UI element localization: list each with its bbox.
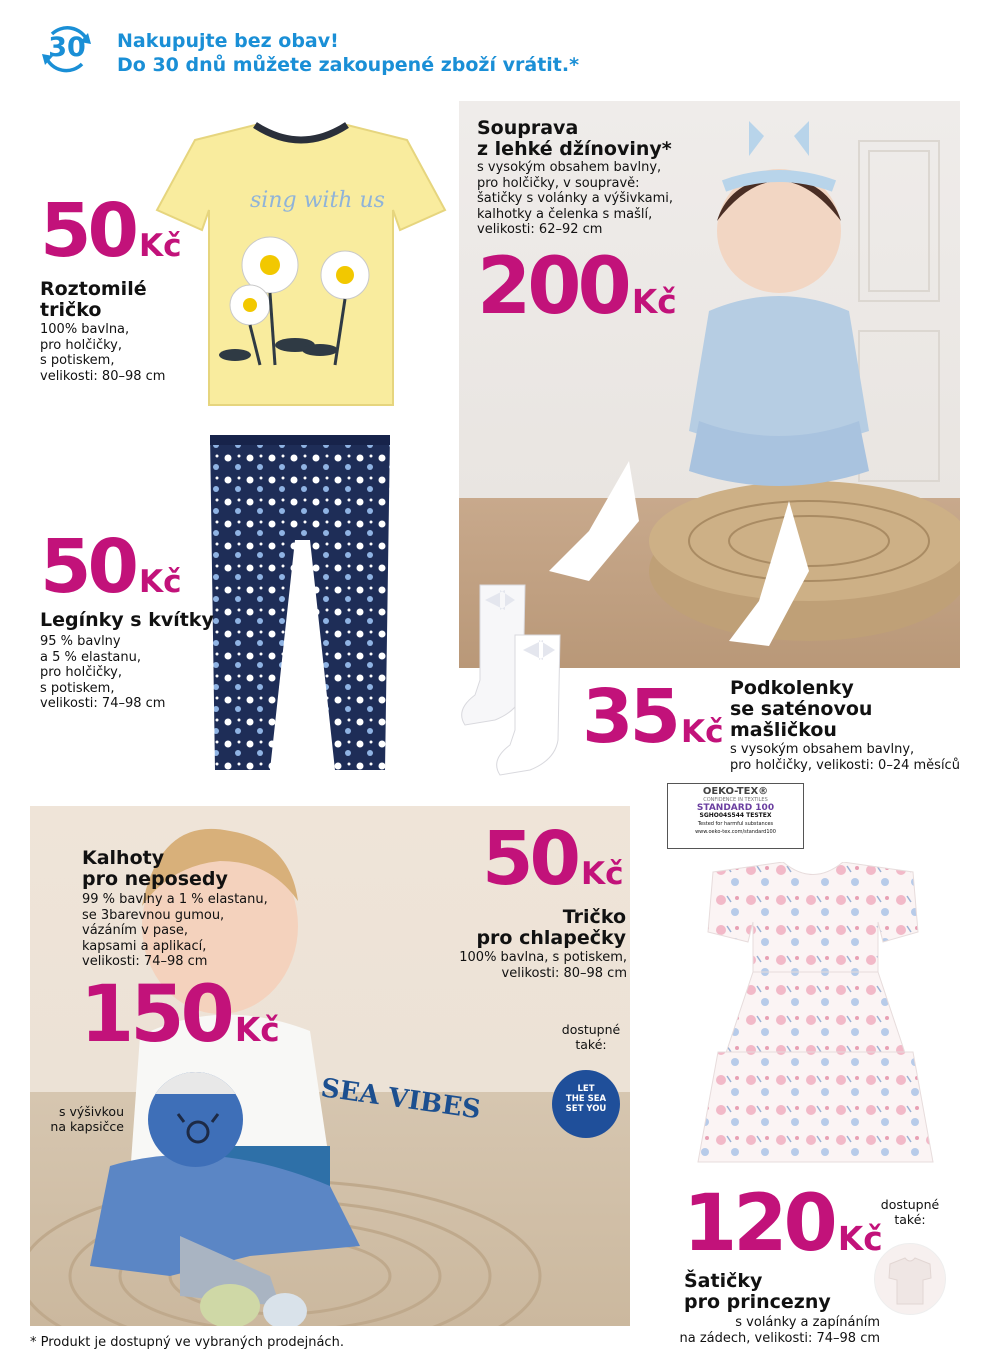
oeko-code: SGHO04S544 TESTEX xyxy=(699,812,772,819)
oeko-url: www.oeko-tex.com/standard100 xyxy=(695,829,776,835)
title-line: pro chlapečky xyxy=(476,927,626,949)
desc-line: a 5 % elastanu, xyxy=(40,649,142,665)
desc-line: velikosti: 80–98 cm xyxy=(40,368,166,384)
desc-line: kalhotky a čelenka s mašlí, xyxy=(477,206,653,222)
price-currency: Kč xyxy=(580,856,624,892)
return-badge xyxy=(38,24,96,74)
desc-line: pro holčičky, v soupravě: xyxy=(477,175,640,191)
dress-desc xyxy=(640,1315,880,1346)
price-currency: Kč xyxy=(837,1220,883,1258)
leggings-image xyxy=(200,430,400,775)
tshirt-girl-image xyxy=(155,115,447,415)
boy-shirt-print: SEA VIBES xyxy=(319,1073,483,1126)
price-currency: Kč xyxy=(680,714,724,750)
desc-line: velikosti: 74–98 cm xyxy=(82,954,208,969)
footnote: * Produkt je dostupný ve vybraných prodejnách. xyxy=(30,1335,344,1350)
oeko-standard: STANDARD 100 xyxy=(696,803,775,813)
header-line2: Do 30 dnů můžete zakoupené zboží vrátit.* xyxy=(117,54,580,76)
oeko-tex-label xyxy=(667,783,804,849)
price-currency: Kč xyxy=(138,564,182,600)
desc-line: 100% bavlna, xyxy=(40,322,130,337)
leggings-price xyxy=(40,524,182,610)
oeko-name: OEKO-TEX® xyxy=(702,786,769,797)
alt-print-line: SET YOU xyxy=(565,1104,607,1114)
tshirt-print-text: sing with us xyxy=(250,188,385,213)
tshirt-boy-alt-print xyxy=(552,1070,620,1138)
title-line: z lehké džínoviny* xyxy=(477,138,672,160)
tshirt-boy-title xyxy=(400,907,626,949)
tshirt-girl-title xyxy=(40,279,147,321)
desc-line: s potiskem, xyxy=(40,680,115,696)
title-line: se saténovou xyxy=(730,698,873,720)
desc-line: pro holčičky, xyxy=(40,665,122,680)
desc-line: 99 % bavlny a 1 % elastanu, xyxy=(82,892,268,907)
title-line: Podkolenky xyxy=(730,677,854,699)
desc-line: s vysokým obsahem bavlny, xyxy=(730,742,915,757)
socks-image xyxy=(455,580,585,790)
price-value: 200 xyxy=(477,242,628,332)
also-line: dostupné xyxy=(561,1022,621,1037)
oeko-tested: Tested for harmful substances xyxy=(697,821,774,827)
leggings-title xyxy=(40,610,214,631)
also-line: také: xyxy=(894,1212,926,1227)
desc-line: velikosti: 80–98 cm xyxy=(501,965,627,981)
price-currency: Kč xyxy=(138,228,182,264)
desc-line: velikosti: 62–92 cm xyxy=(477,222,603,237)
pocket-detail-image xyxy=(148,1072,243,1167)
pants-boy-title xyxy=(82,848,228,890)
dress-alt-swatch xyxy=(874,1243,946,1315)
desc-line: pro holčičky, velikosti: 0–24 měsíců xyxy=(730,757,960,773)
dress-title xyxy=(684,1271,831,1313)
pants-boy-desc xyxy=(82,892,268,970)
price-value: 50 xyxy=(40,524,135,610)
desc-line: se 3barevnou gumou, xyxy=(82,907,225,923)
price-currency: Kč xyxy=(234,1011,280,1049)
desc-line: s volánky a zapínáním xyxy=(735,1315,880,1330)
desc-line: šatičky s volánky a výšivkami, xyxy=(477,191,673,206)
also-line: také: xyxy=(575,1037,607,1052)
desc-line: pro holčičky, xyxy=(40,337,122,353)
badge-number: 30 xyxy=(48,32,86,63)
desc-line: 95 % bavlny xyxy=(40,634,121,649)
desc-line: kapsami a aplikací, xyxy=(82,938,207,954)
pocket-detail-caption xyxy=(40,1104,124,1134)
title-line: pro neposedy xyxy=(82,868,228,890)
socks-desc xyxy=(730,742,960,773)
tshirt-boy-desc xyxy=(400,950,627,981)
denim-set-price xyxy=(477,242,677,332)
price-value: 50 xyxy=(40,188,135,274)
leggings-desc xyxy=(40,634,165,712)
desc-line: s potiskem, xyxy=(40,353,115,368)
price-value: 150 xyxy=(80,970,231,1060)
desc-line: na zádech, velikosti: 74–98 cm xyxy=(679,1330,880,1346)
socks-price xyxy=(582,674,724,760)
title-line: Souprava xyxy=(477,117,579,139)
title-line: pro princezny xyxy=(684,1291,831,1313)
tshirt-girl-price xyxy=(40,188,182,274)
desc-line: 100% bavlna, s potiskem, xyxy=(459,950,627,965)
header-line1: Nakupujte bez obav! xyxy=(117,30,339,52)
desc-line: vázáním v pase, xyxy=(82,923,189,938)
tshirt-boy-price xyxy=(482,816,624,902)
title-line: Legínky s kvítky xyxy=(40,609,214,631)
price-value: 50 xyxy=(482,816,577,902)
title-line: Roztomilé xyxy=(40,278,147,300)
title-line: Kalhoty xyxy=(82,847,165,869)
title-line: Šatičky xyxy=(684,1270,763,1292)
title-line: mašličkou xyxy=(730,719,837,741)
caption-line: na kapsičce xyxy=(50,1119,124,1134)
tshirt-boy-also-label xyxy=(556,1022,626,1052)
pants-boy-price xyxy=(80,970,280,1060)
dress-also-label xyxy=(874,1197,946,1227)
price-value: 35 xyxy=(582,674,677,760)
caption-line: s výšivkou xyxy=(58,1104,124,1119)
desc-line: velikosti: 74–98 cm xyxy=(40,696,166,711)
oeko-sub: CONFIDENCE IN TEXTILES xyxy=(703,797,768,803)
price-value: 120 xyxy=(683,1179,834,1269)
price-currency: Kč xyxy=(631,283,677,321)
denim-set-title xyxy=(477,118,672,160)
dress-image xyxy=(683,862,943,1167)
desc-line: s vysokým obsahem bavlny, xyxy=(477,160,662,175)
socks-title xyxy=(730,678,872,741)
tshirt-girl-desc xyxy=(40,322,165,384)
denim-set-desc xyxy=(477,160,673,238)
title-line: Tričko xyxy=(562,906,626,928)
title-line: tričko xyxy=(40,299,102,321)
also-line: dostupné xyxy=(880,1197,940,1212)
dress-price xyxy=(683,1179,883,1269)
alt-print-line: LET xyxy=(577,1084,595,1094)
alt-print-line: THE SEA xyxy=(565,1094,607,1104)
